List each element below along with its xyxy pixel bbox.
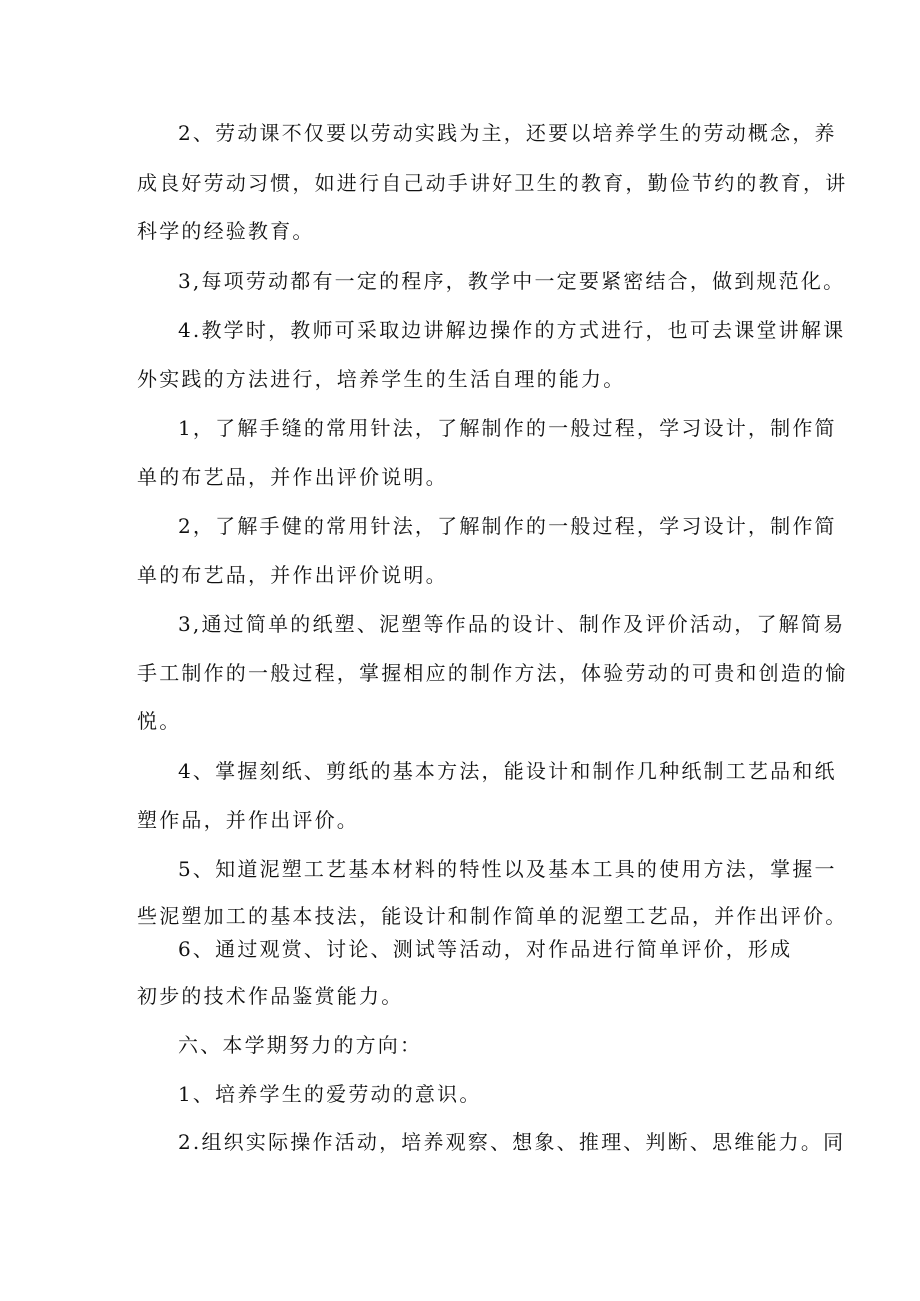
- paragraph-line-18: 6、通过观赏、讨论、测试等活动，对作品进行简单评价，形成: [178, 937, 793, 961]
- paragraph-line-4: 3,每项劳动都有一定的程序，教学中一定要紧密结合，做到规范化。: [178, 269, 846, 293]
- paragraph-line-16: 5、知道泥塑工艺基本材料的特性以及基本工具的使用方法，掌握一: [178, 857, 837, 881]
- paragraph-line-19: 初步的技术作品鉴赏能力。: [137, 984, 404, 1008]
- paragraph-line-15: 塑作品，并作出评价。: [137, 808, 359, 832]
- paragraph-line-22: 2.组织实际操作活动，培养观察、想象、推理、判断、思维能力。同: [178, 1130, 846, 1154]
- paragraph-line-8: 单的布艺品，并作出评价说明。: [137, 465, 448, 489]
- section-heading: 六、本学期努力的方向：: [178, 1033, 423, 1057]
- paragraph-line-9: 2，了解手健的常用针法，了解制作的一般过程，学习设计，制作简: [178, 514, 837, 538]
- paragraph-line-11: 3,通过简单的纸塑、泥塑等作品的设计、制作及评价活动，了解简易: [178, 612, 846, 636]
- paragraph-line-5: 4.教学时，教师可采取边讲解边操作的方式进行，也可去课堂讲解课: [178, 318, 846, 342]
- paragraph-line-14: 4、掌握刻纸、剪纸的基本方法，能设计和制作几种纸制工艺品和纸: [178, 759, 837, 783]
- paragraph-line-12: 手工制作的一般过程，掌握相应的制作方法，体验劳动的可贵和创造的愉: [137, 661, 848, 685]
- paragraph-line-2: 成良好劳动习惯，如进行自己动手讲好卫生的教育，勤俭节约的教育，讲: [137, 171, 848, 195]
- paragraph-line-13: 悦。: [137, 709, 182, 733]
- paragraph-line-3: 科学的经验教育。: [137, 219, 315, 243]
- paragraph-line-1: 2、劳动课不仅要以劳动实践为主，还要以培养学生的劳动概念，养: [178, 121, 837, 145]
- paragraph-line-10: 单的布艺品，并作出评价说明。: [137, 563, 448, 587]
- paragraph-line-6: 外实践的方法进行，培养学生的生活自理的能力。: [137, 367, 626, 391]
- paragraph-line-21: 1、培养学生的爱劳动的意识。: [178, 1082, 482, 1106]
- paragraph-line-7: 1，了解手缝的常用针法，了解制作的一般过程，学习设计，制作简: [178, 416, 837, 440]
- paragraph-line-17: 些泥塑加工的基本技法，能设计和制作简单的泥塑工艺品，并作出评价。: [137, 904, 848, 928]
